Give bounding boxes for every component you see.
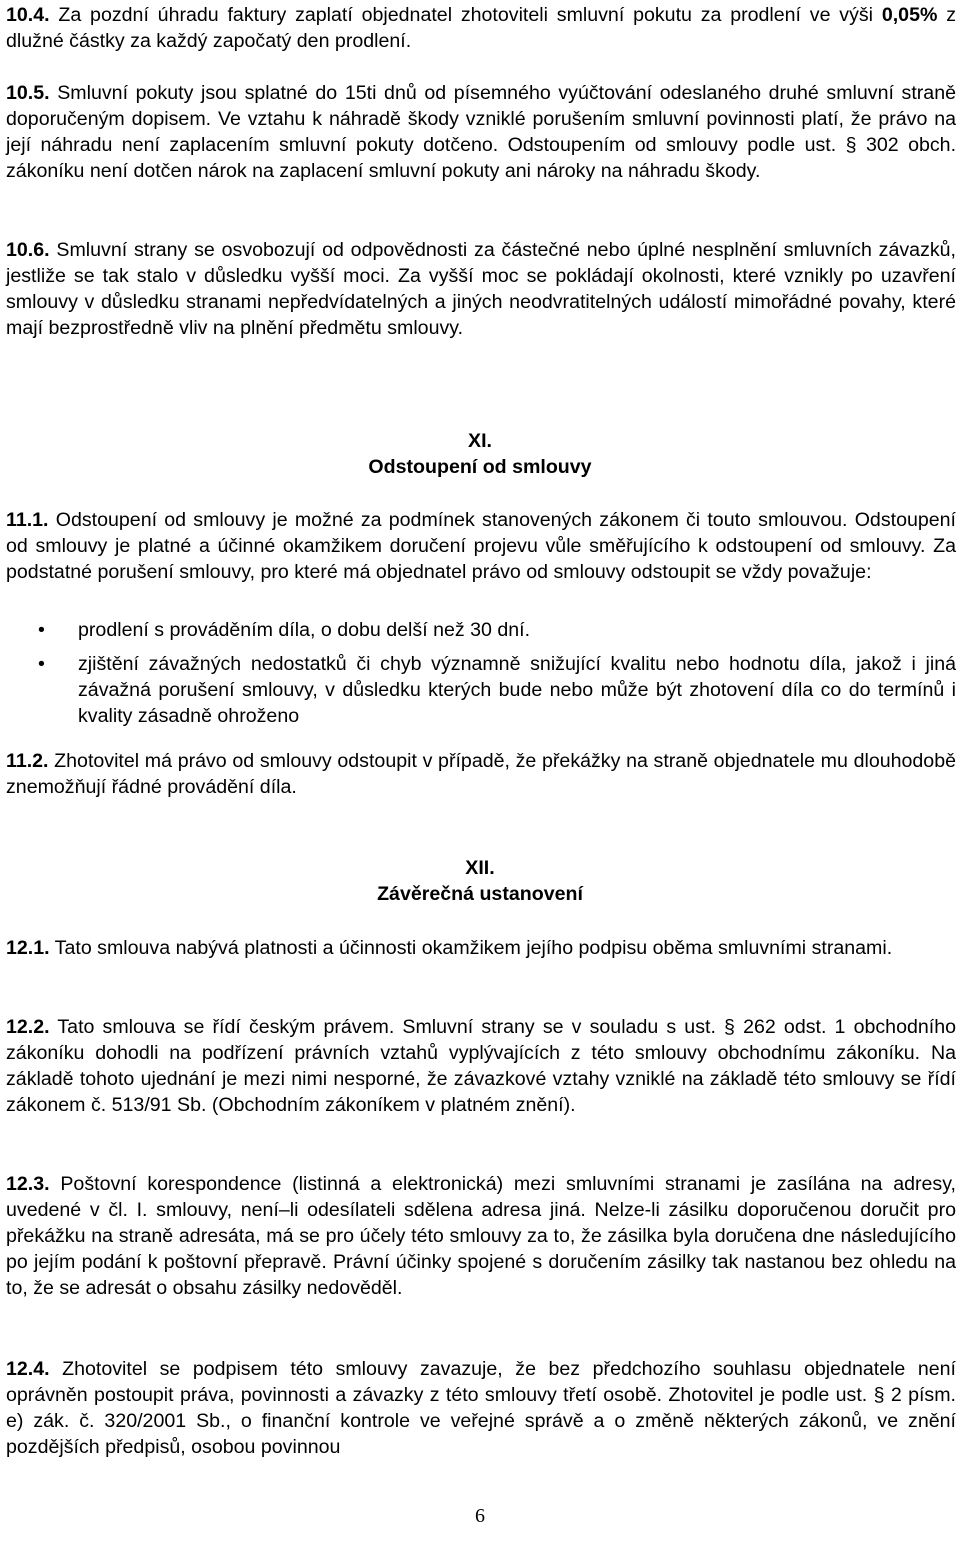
penalty-rate: 0,05% (881, 4, 938, 26)
paragraph-number: 10.4. (6, 4, 50, 26)
paragraph-text: Smluvní pokuty jsou splatné do 15ti dnů od písemného vyúčtování odeslaného druhé smluvní straně doporučeným dopisem. Ve vztahu k náhradě škody vzniklé porušením smluvní povinnosti platí, že právo na její náhradu není zaplacením smluvní pokuty dotčeno. Odstoupením od smlouvy podle ust. (6, 82, 956, 156)
section-sign: § (724, 1016, 735, 1038)
paragraph-12-2 (6, 1014, 956, 1118)
termination-reasons-list (6, 617, 956, 729)
paragraph-text-end: 302 obch. zákoníku není dotčen nárok na zaplacení smluvní pokuty ani nároky na náhradu škody. (6, 134, 957, 182)
section-xi-number: XI. (468, 430, 492, 452)
paragraph-text-end: z dlužné částky za každý započatý den prodlení. (6, 4, 957, 52)
bullet-icon: • (38, 619, 45, 641)
section-xii-title: Závěrečná ustanovení (377, 883, 583, 905)
paragraph-12-3 (6, 1171, 956, 1301)
paragraph-text: Smluvní strany se osvobozují od odpovědnosti za částečné nebo úplné nesplnění smluvních závazků, jestliže se tak stalo v důsledku vyšší moci. Za vyšší moc se pokládají okolnosti, které vznikly po uzavření smlouvy v důsledku stranami nepředvídatelných a jiných neodvratitelných událostí mimořádné povahy, které mají bezprostředně vliv na plnění předmětu smlouvy. (6, 239, 956, 339)
paragraph-number: 11.1. (6, 509, 49, 531)
paragraph-text: Zhotovitel má právo od smlouvy odstoupit v případě, že překážky na straně objednatele mu dlouhodobě znemožňují řádné provádění díla. (6, 750, 956, 798)
section-sign: § (873, 1384, 885, 1406)
paragraph-text: Tato smlouva se řídí českým právem. Smluvní strany se v souladu s ust. (49, 1016, 725, 1038)
paragraph-12-1 (6, 935, 956, 961)
list-item-text: zjištění závažných nedostatků či chyb významně snižující kvalitu nebo hodnotu díla, jakož i jiná závažná porušení smlouvy, v důsledku kterých bude nebo může být zhotovení díla co do termínů i kvality zásadně ohroženo (78, 653, 956, 727)
paragraph-10-4 (6, 2, 956, 54)
section-xii-number: XII. (465, 857, 495, 879)
paragraph-number: 12.4. (6, 1358, 50, 1380)
paragraph-text-end: 2 písm. e) zák. č. 320/2001 Sb., o finanční kontrole ve veřejné správě a o změně některých zákonů, ve znění pozdějších předpisů, osobou povinnou (6, 1384, 956, 1458)
section-sign: § (845, 134, 857, 156)
paragraph-number: 12.2. (6, 1016, 50, 1038)
page-number: 6 (475, 1505, 485, 1527)
paragraph-number: 11.2. (6, 750, 49, 772)
paragraph-text: Za pozdní úhradu faktury zaplatí objednatel zhotoviteli smluvní pokutu za prodlení ve výši (49, 4, 882, 26)
list-item (6, 617, 956, 643)
paragraph-number: 12.3. (6, 1173, 50, 1195)
paragraph-text: Zhotovitel se podpisem této smlouvy zavazuje, že bez předchozího souhlasu objednatele není oprávněn postoupit práva, povinnosti a závazky z této smlouvy třetí osobě. Zhotovitel je podle ust. (6, 1358, 956, 1406)
paragraph-number: 10.6. (6, 239, 50, 261)
paragraph-12-4 (6, 1356, 956, 1460)
paragraph-10-5 (6, 80, 956, 184)
paragraph-number: 12.1. (6, 937, 50, 959)
paragraph-11-1 (6, 507, 956, 585)
paragraph-10-6 (6, 237, 956, 341)
paragraph-text: Poštovní korespondence (listinná a elektronická) mezi smluvními stranami je zasílána na adresy, uvedené v čl. I. smlouvy, není–li odesílateli sdělena adresa jiná. Nelze-li zásilku doporučenou doručit pro překážku na straně adresáta, má se pro účely této smlouvy za to, že zásilka byla doručena dne následujícího po jejím podání k poštovní přepravě. Právní účinky spojené s doručením zásilky tak nastanou bez ohledu na to, že se adresát o obsahu zásilky nedověděl. (6, 1173, 956, 1299)
bullet-icon: • (38, 653, 45, 675)
paragraph-text-end: 262 odst. 1 obchodního zákoníku dohodli na podřízení právních vztahů vyplývajících z této smlouvy obchodnímu zákoníku. Na základě tohoto ujednání je mezi nimi nesporné, že závazkové vztahy vzniklé na základě této smlouvy se řídí zákonem č. 513/91 Sb. (Obchodním zákoníkem v platném znění). (6, 1016, 957, 1116)
list-item-text: prodlení s prováděním díla, o dobu delší než 30 dní. (78, 619, 531, 641)
paragraph-number: 10.5. (6, 82, 50, 104)
section-xi-title: Odstoupení od smlouvy (368, 456, 592, 478)
paragraph-text: Tato smlouva nabývá platnosti a účinnosti okamžikem jejího podpisu oběma smluvními stranami. (49, 937, 893, 959)
list-item (6, 651, 956, 729)
paragraph-text: Odstoupení od smlouvy je možné za podmínek stanovených zákonem či touto smlouvou. Odstoupení od smlouvy je platné a účinné okamžikem doručení projevu vůle směřujícího k odstoupení od smlouvy. Za podstatné porušení smlouvy, pro které má objednatel právo od smlouvy odstoupit se vždy považuje: (6, 509, 956, 583)
paragraph-11-2 (6, 748, 956, 800)
